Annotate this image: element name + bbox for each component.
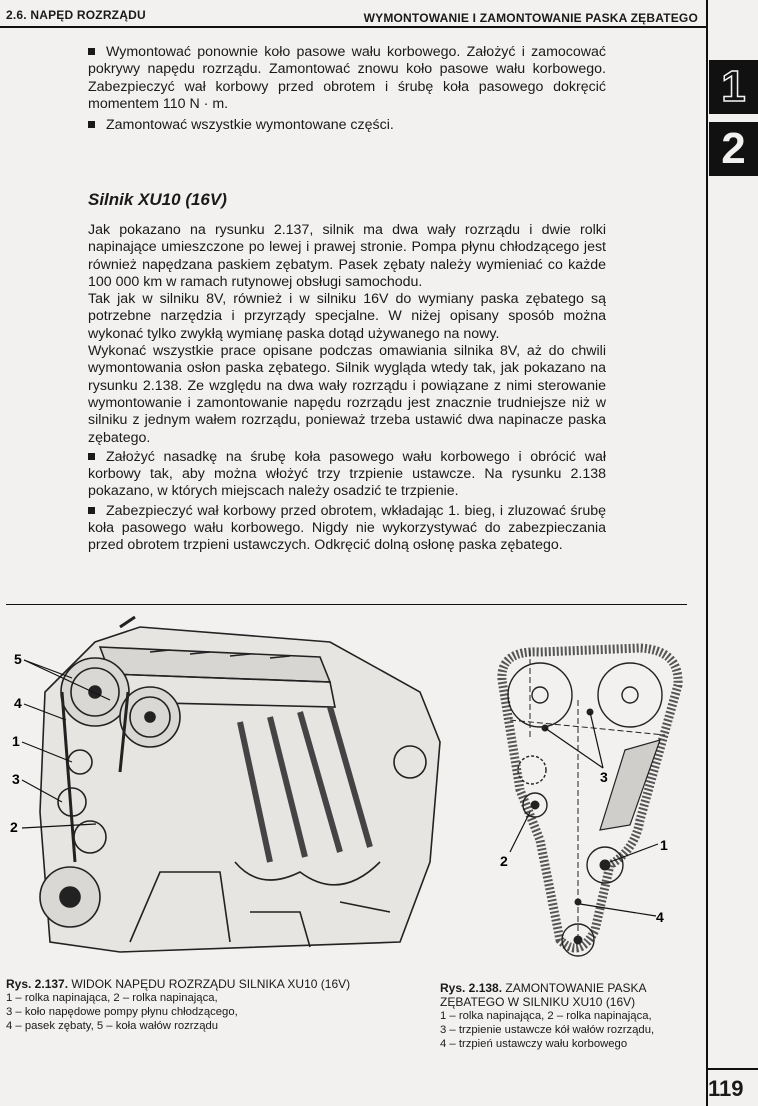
figure2-legend-1: 1 – rolka napinająca, 2 – rolka napinająca,	[440, 1010, 652, 1022]
paragraph-2: Tak jak w silniku 8V, również i w silniku 16V do wymiany paska zębatego są potrzebne narzędzia i przyrządy specjalne. W niżej opisany sposób można wykonać tylko zwykłą wymianę paska dotąd używanego na nowy.	[88, 291, 606, 342]
figure1-caption	[6, 977, 426, 1033]
paragraph-1: Jak pokazano na rysunku 2.137, silnik ma dwa wały rozrządu i dwie rolki napinające umieszczone po lewej i prawej stronie. Pompa płynu chłodzącego jest również napędzana paskiem zębatym. Pasek zębaty należy wymieniać co każde 100 000 km w ramach rutynowej obsługi samochodu.	[88, 222, 606, 290]
header-title: WYMONTOWANIE I ZAMONTOWANIE PASKA ZĘBATEGO	[363, 11, 698, 25]
bullet-icon	[88, 121, 95, 128]
figure1-legend-1: 1 – rolka napinająca, 2 – rolka napinająca,	[6, 992, 218, 1004]
margin-rule	[706, 0, 708, 1106]
bullet-icon	[88, 507, 95, 514]
intro-bullet-2: Zamontować wszystkie wymontowane części.	[88, 117, 606, 134]
section-title: Silnik XU10 (16V)	[88, 190, 227, 209]
body-text	[88, 222, 606, 555]
figure2-caption	[440, 981, 702, 1051]
figure2-caption-title: Rys. 2.138. ZAMONTOWANIE PASKA	[440, 981, 647, 995]
fig1-label-1: 1	[12, 733, 20, 749]
chapter-tab-1: 1	[709, 60, 758, 114]
timing-belt-diagram	[490, 640, 690, 965]
fig2-label-3: 3	[600, 769, 608, 785]
figure-rule	[6, 604, 687, 605]
fig1-label-5: 5	[14, 651, 22, 667]
paragraph-3: Wykonać wszystkie prace opisane podczas omawiania silnika 8V, aż do chwili wymontowania osłon paska zębatego. Silnik wygląda wtedy tak, jak pokazano na rysunku 2.138. Ze względu na dwa wały rozrządu i powiązane z nimi sterowanie wymontowanie i zamontowanie napędu rozrządu jest znacznie trudniejsze niż w silniku z jednym wałem rozrządu, ponieważ trzeba ustawić dwa napinacze paska zębatego.	[88, 343, 606, 446]
fig2-label-2: 2	[500, 853, 508, 869]
bullet-2: Zabezpieczyć wał korbowy przed obrotem, wkładając 1. bieg, i zluzować śrubę koła pasowego wału korbowego. Nigdy nie wykorzystywać do zabezpieczania przed obrotem trzpieni ustawczych. Odkręcić dolną osłonę paska zębatego.	[88, 502, 606, 554]
figure2-legend-2: 3 – trzpienie ustawcze kół wałów rozrządu,	[440, 1024, 655, 1036]
engine-illustration	[0, 612, 470, 967]
figure1-legend-3: 4 – pasek zębaty, 5 – koła wałów rozrządu	[6, 1020, 219, 1032]
bullet-1: Założyć nasadkę na śrubę koła pasowego wału korbowego i obrócić wał korbowy tak, aby można włożyć trzy trzpienie ustawcze. Na rysunku 2.138 pokazano, w których miejscach należy osadzić te trzpienie.	[88, 448, 606, 500]
bullet-icon	[88, 453, 95, 460]
figure1-legend-2: 3 – koło napędowe pompy płynu chłodzącego,	[6, 1006, 238, 1018]
fig2-label-4: 4	[656, 909, 664, 925]
page-number: 119	[708, 1076, 744, 1101]
intro-bullet-1: Wymontować ponownie koło pasowe wału korbowego. Założyć i zamocować pokrywy napędu rozrządu. Zamontować znowu koło pasowe wału korbowego. Zabezpieczyć wał korbowy przed obrotem i śrubę koła pasowego dokręcić momentem 110 N · m.	[88, 44, 606, 112]
figure1-caption-title: Rys. 2.137. WIDOK NAPĘDU ROZRZĄDU SILNIKA XU10 (16V)	[6, 977, 351, 991]
figure2-legend-3: 4 – trzpień ustawczy wału korbowego	[440, 1038, 628, 1050]
fig1-label-4: 4	[14, 695, 22, 711]
header-section: 2.6. NAPĘD ROZRZĄDU	[6, 8, 146, 22]
fig1-label-3: 3	[12, 771, 20, 787]
bullet-icon	[88, 48, 95, 55]
fig1-label-2: 2	[10, 819, 18, 835]
chapter-tab-2: 2	[709, 122, 758, 176]
page-number-rule	[706, 1068, 758, 1070]
fig2-label-1: 1	[660, 837, 668, 853]
figure2-caption-title-2: ZĘBATEGO W SILNIKU XU10 (16V)	[440, 995, 636, 1009]
header-rule	[0, 26, 706, 28]
intro-text	[88, 44, 606, 138]
